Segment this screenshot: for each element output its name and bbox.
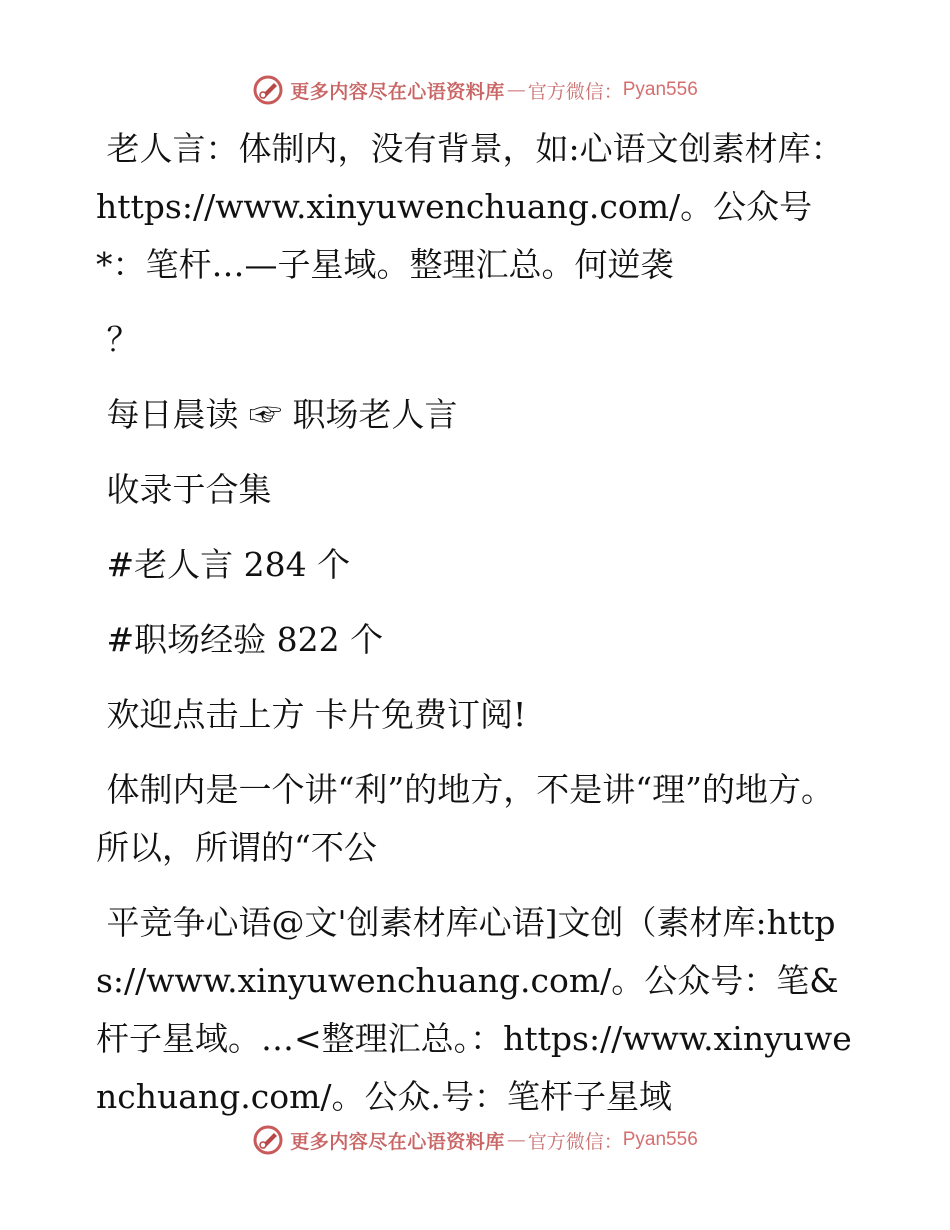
brand-logo-icon <box>252 1124 284 1156</box>
banner-wechat-id: Pyan556 <box>622 1129 698 1150</box>
banner-wechat-label: 官方微信： <box>527 80 623 103</box>
paragraph-system-interest: 体制内是一个讲“利”的地方，不是讲“理”的地方。所以，所谓的“不公 <box>96 770 834 867</box>
document-body <box>96 120 856 1126</box>
banner-wechat-id: Pyan556 <box>622 79 698 100</box>
paragraph-collection: 收录于合集 <box>96 470 272 509</box>
banner-main-text: 更多内容尽在心语资料库 <box>290 80 505 103</box>
paragraph-tag-old-sayings: #老人言 284 个 <box>96 545 351 584</box>
footer-watermark-banner <box>0 1120 950 1160</box>
banner-dash: — <box>506 1129 526 1151</box>
paragraph-unfair-competition: 平竞争心语@文'创素材库心语]文创（素材库:https://www.xinyuwenchuang.com/。公众号：笔&杆子星域。…<整理汇总。：https://www.xinyuwenchuang.com/。公众.号：笔杆子星域 <box>96 903 852 1116</box>
header-watermark-banner <box>0 70 950 110</box>
paragraph-tag-workplace: #职场经验 822 个 <box>96 620 384 659</box>
brand-logo-icon <box>252 74 284 106</box>
paragraph-intro: 老人言：体制内，没有背景，如:心语文创素材库：https://www.xinyuwenchuang.com/。公众号*：笔杆…—子星域。整理汇总。何逆袭 <box>96 129 844 284</box>
paragraph-question-mark: ？ <box>96 320 140 359</box>
paragraph-subscribe: 欢迎点击上方 卡片免费订阅! <box>96 695 527 734</box>
banner-main-text: 更多内容尽在心语资料库 <box>290 1130 505 1153</box>
banner-dash: — <box>506 79 526 101</box>
paragraph-daily-reading: 每日晨读 ☞ 职场老人言 <box>96 395 458 434</box>
banner-wechat-label: 官方微信： <box>527 1130 623 1153</box>
